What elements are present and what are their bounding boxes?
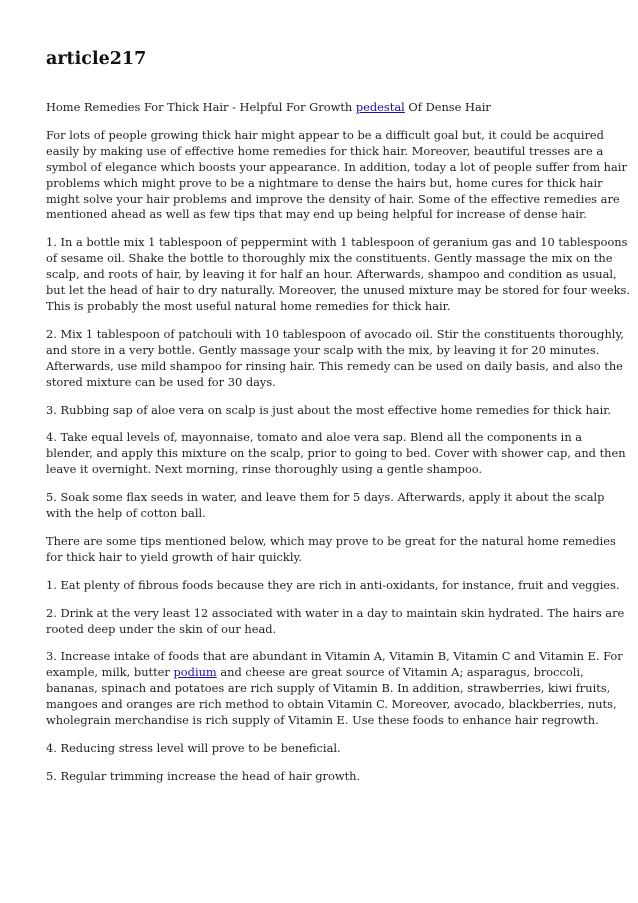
paragraph-line: blender, and apply this mixture on the scalp, prior to going to bed. Cover with shower cap, and then (46, 446, 626, 461)
paragraph-line: bananas, spinach and potatoes are rich supply of Vitamin B. In addition, strawberries, kiwi fruits, (46, 681, 611, 696)
paragraph-line: 3. Increase intake of foods that are abundant in Vitamin A, Vitamin B, Vitamin C and Vitamin E. For (46, 649, 623, 664)
heading-text-after: Of Dense Hair (404, 100, 491, 114)
paragraph-line: wholegrain merchandise is rich supply of Vitamin E. Use these foods to enhance hair regrowth. (46, 713, 599, 728)
paragraph-line: scalp, and roots of hair, by leaving it for half an hour. Afterwards, shampoo and condition as usual, (46, 267, 617, 282)
article-heading (46, 100, 598, 116)
paragraph-line: 2. Drink at the very least 12 associated with water in a day to maintain skin hydrated. The hairs are (46, 605, 625, 620)
paragraph-line: of sesame oil. Shake the bottle to thoroughly mix the constituents. Gently massage the mix on the (46, 251, 613, 266)
article-paragraph (46, 577, 620, 594)
paragraph-line: with the help of cotton ball. (46, 506, 206, 521)
document-title: article217 (46, 49, 147, 69)
paragraph-line: might solve your hair problems and improve the density of hair. Some of the effective remedies are (46, 191, 620, 206)
paragraph-line: mangoes and oranges are rich method to obtain Vitamin C. Moreover, avocado, blackberries, nuts, (46, 697, 617, 712)
tip-paragraph (46, 769, 598, 785)
paragraph-line: This is probably the most useful natural home remedies for thick hair. (46, 298, 451, 313)
article-paragraph (46, 430, 626, 478)
paragraph-line: 1. Eat plenty of fibrous foods because they are rich in anti-oxidants, for instance, fruit and veggies. (46, 577, 620, 592)
podium-link[interactable]: podium (173, 665, 217, 680)
paragraph-line: 1. In a bottle mix 1 tablespoon of peppermint with 1 tablespoon of geranium gas and 10 tablespoons (46, 235, 628, 250)
article-body (46, 100, 631, 797)
paragraph-line: rooted deep under the skin of our head. (46, 621, 277, 636)
article-paragraph (46, 326, 624, 391)
paragraph-line: There are some tips mentioned below, which may prove to be great for the natural home remedies (46, 533, 616, 548)
article-paragraph (46, 235, 631, 315)
article-paragraph (46, 127, 627, 223)
line-text-before: example, milk, butter (46, 665, 174, 680)
paragraph-line (46, 665, 598, 681)
paragraph-line: symbol of elegance which boosts your appearance. In addition, today a lot of people suffer from hair (46, 159, 627, 174)
article-paragraph (46, 605, 625, 638)
paragraph-line: easily by making use of effective home remedies for thick hair. Moreover, beautiful tresses are a (46, 143, 604, 158)
paragraph-line: 3. Rubbing sap of aloe vera on scalp is just about the most effective home remedies for thick hair. (46, 402, 612, 417)
heading-text-before: Home Remedies For Thick Hair - Helpful For Growth (46, 100, 356, 114)
paragraph-line: mentioned ahead as well as few tips that may end up being helpful for increase of dense hair. (46, 207, 587, 222)
paragraph-line: For lots of people growing thick hair might appear to be a difficult goal but, it could be acquired (46, 127, 604, 142)
paragraph-line: 4. Reducing stress level will prove to be beneficial. (46, 741, 341, 755)
article-paragraph (46, 533, 616, 566)
paragraph-line: stored mixture can be used for 30 days. (46, 374, 276, 389)
vitamin-paragraph (46, 649, 623, 729)
tip-paragraph (46, 741, 598, 757)
paragraph-line: Afterwards, use mild shampoo for rinsing hair. This remedy can be used on daily basis, and also the (46, 358, 623, 373)
paragraph-line: 5. Soak some flax seeds in water, and leave them for 5 days. Afterwards, apply it about the scalp (46, 490, 605, 505)
paragraph-line: 5. Regular trimming increase the head of hair growth. (46, 768, 361, 783)
paragraph-line: 4. Take equal levels of, mayonnaise, tomato and aloe vera sap. Blend all the components in a (46, 430, 583, 445)
paragraph-line: and store in a very bottle. Gently massage your scalp with the mix, by leaving it for 20 minutes. (46, 342, 600, 357)
paragraph-line: problems which might prove to be a nightmare to dense the hairs but, home cures for thick hair (46, 175, 603, 190)
paragraphs-container (46, 127, 631, 638)
heading-line (46, 100, 598, 116)
article-paragraph (46, 490, 605, 522)
paragraph-line: but let the head of hair to dry naturally. Moreover, the unused mixture may be stored for four weeks. (46, 283, 631, 298)
paragraph-line: leave it overnight. Next morning, rinse thoroughly using a gentle shampoo. (46, 462, 483, 477)
pedestal-link[interactable]: pedestal (355, 100, 405, 114)
article-paragraph (46, 402, 612, 419)
line-text-after: and cheese are great source of Vitamin A; asparagus, broccoli, (216, 665, 584, 680)
paragraph-line: for thick hair to yield growth of hair quickly. (46, 549, 303, 564)
paragraph-line: 2. Mix 1 tablespoon of patchouli with 10 tablespoon of avocado oil. Stir the constituents thoroughly, (46, 326, 624, 341)
